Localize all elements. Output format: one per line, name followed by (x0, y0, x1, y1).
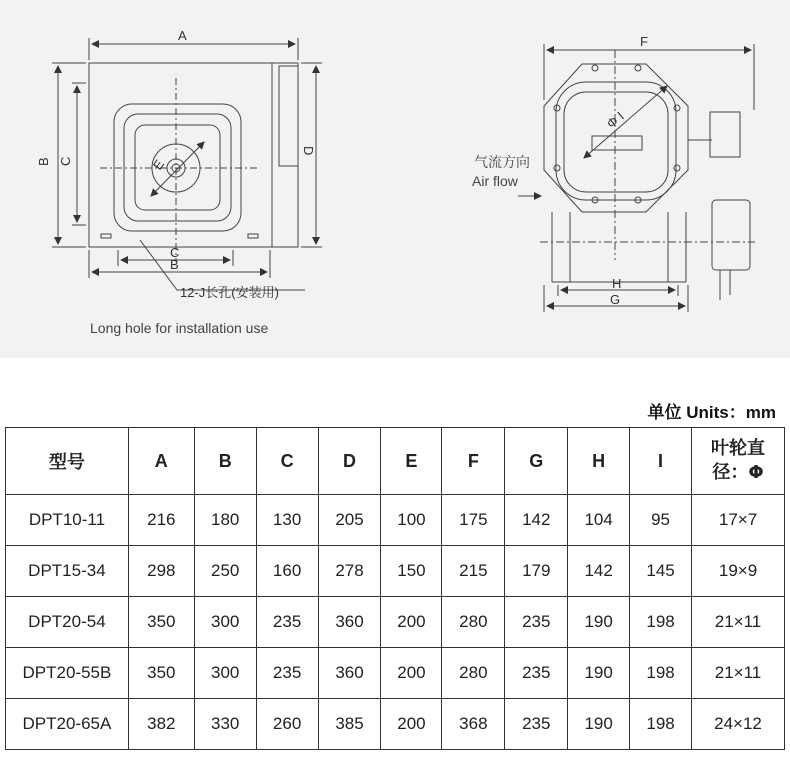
cell-i: 198 (630, 597, 692, 648)
cell-b: 330 (194, 699, 256, 750)
bolt (635, 65, 641, 71)
cell-d: 278 (318, 546, 381, 597)
cell-f: 175 (442, 495, 505, 546)
label-b-left: B (36, 157, 51, 166)
cell-c: 130 (256, 495, 318, 546)
cell-model: DPT10-11 (6, 495, 129, 546)
cell-c: 235 (256, 648, 318, 699)
header-f: F (442, 428, 505, 495)
cell-d: 360 (318, 597, 381, 648)
drawing-panel (0, 0, 790, 358)
left-motor-plate (279, 66, 298, 166)
header-impeller-diameter (692, 428, 785, 495)
label-c-bottom: C (170, 245, 180, 260)
dia-i-leader (584, 86, 667, 158)
bolt (592, 65, 598, 71)
bolt (674, 105, 680, 111)
cell-h: 142 (568, 546, 630, 597)
label-h: H (612, 276, 622, 291)
header-h: H (568, 428, 630, 495)
cell-a: 382 (128, 699, 194, 750)
bolt (554, 165, 560, 171)
cell-impeller-diameter: 17×7 (692, 495, 785, 546)
cell-e: 150 (381, 546, 442, 597)
cell-model: DPT15-34 (6, 546, 129, 597)
label-i: Φ I (603, 108, 627, 132)
table-row (6, 699, 785, 750)
cell-g: 235 (505, 699, 568, 750)
header-g: G (505, 428, 568, 495)
cell-impeller-diameter: 19×9 (692, 546, 785, 597)
right-view (518, 44, 755, 312)
cell-a: 350 (128, 648, 194, 699)
label-e: E (149, 156, 168, 173)
table-row (6, 495, 785, 546)
cell-i: 95 (630, 495, 692, 546)
cell-a: 350 (128, 597, 194, 648)
right-view-labels (472, 34, 648, 307)
label-g: G (610, 292, 621, 307)
bolt (674, 165, 680, 171)
cell-d: 385 (318, 699, 381, 750)
cell-a: 216 (128, 495, 194, 546)
cell-c: 160 (256, 546, 318, 597)
table-row (6, 546, 785, 597)
spec-table (5, 427, 785, 750)
airflow-cn: 气流方向 (474, 154, 530, 170)
cell-i: 198 (630, 648, 692, 699)
label-c-left: C (58, 156, 73, 166)
cell-impeller-diameter: 24×12 (692, 699, 785, 750)
cell-i: 145 (630, 546, 692, 597)
cell-h: 190 (568, 597, 630, 648)
cell-b: 250 (194, 546, 256, 597)
header-e: E (381, 428, 442, 495)
label-d: D (301, 146, 316, 156)
technical-drawing (0, 0, 790, 358)
cell-b: 300 (194, 597, 256, 648)
header-a: A (128, 428, 194, 495)
motor-body (712, 200, 750, 270)
mount-slot (101, 234, 111, 238)
mount-slot (248, 234, 258, 238)
hole-note: 12-J长孔(安装用) (180, 285, 279, 300)
cell-e: 200 (381, 699, 442, 750)
motor-cap (710, 112, 740, 157)
table-row (6, 597, 785, 648)
cell-c: 260 (256, 699, 318, 750)
cell-d: 205 (318, 495, 381, 546)
cell-e: 100 (381, 495, 442, 546)
left-side-flange (272, 63, 298, 247)
left-body-outline (89, 63, 272, 247)
cell-model: DPT20-54 (6, 597, 129, 648)
cell-impeller-diameter: 21×11 (692, 597, 785, 648)
cell-f: 280 (442, 648, 505, 699)
header-c: C (256, 428, 318, 495)
cell-b: 300 (194, 648, 256, 699)
table-body (6, 495, 785, 750)
header-impeller-line1: 叶轮直 (711, 438, 765, 459)
cell-g: 142 (505, 495, 568, 546)
cell-d: 360 (318, 648, 381, 699)
table-row (6, 648, 785, 699)
header-i: I (630, 428, 692, 495)
header-model: 型号 (6, 428, 129, 495)
cell-c: 235 (256, 597, 318, 648)
cell-model: DPT20-55B (6, 648, 129, 699)
header-d: D (318, 428, 381, 495)
airflow-en: Air flow (472, 173, 518, 189)
label-a: A (178, 28, 187, 43)
cell-i: 198 (630, 699, 692, 750)
left-view-labels (36, 28, 316, 336)
left-view (52, 38, 322, 290)
cell-f: 280 (442, 597, 505, 648)
cell-g: 235 (505, 597, 568, 648)
cell-g: 235 (505, 648, 568, 699)
cell-model: DPT20-65A (6, 699, 129, 750)
cell-a: 298 (128, 546, 194, 597)
header-b: B (194, 428, 256, 495)
cell-e: 200 (381, 648, 442, 699)
housing-rounded (556, 82, 676, 200)
label-b-bottom: B (170, 257, 179, 272)
cell-e: 200 (381, 597, 442, 648)
installation-caption: Long hole for installation use (90, 320, 269, 336)
impeller-box (592, 136, 642, 150)
cell-b: 180 (194, 495, 256, 546)
units-label: 单位 Units：mm (647, 403, 776, 422)
cell-h: 190 (568, 648, 630, 699)
housing-inner-rounded (564, 92, 668, 192)
cell-f: 215 (442, 546, 505, 597)
table-header-row (6, 428, 785, 495)
cell-impeller-diameter: 21×11 (692, 648, 785, 699)
cell-f: 368 (442, 699, 505, 750)
label-f: F (640, 34, 648, 49)
cell-h: 104 (568, 495, 630, 546)
cell-h: 190 (568, 699, 630, 750)
header-impeller-line2: 径：Φ (712, 462, 764, 483)
cell-g: 179 (505, 546, 568, 597)
